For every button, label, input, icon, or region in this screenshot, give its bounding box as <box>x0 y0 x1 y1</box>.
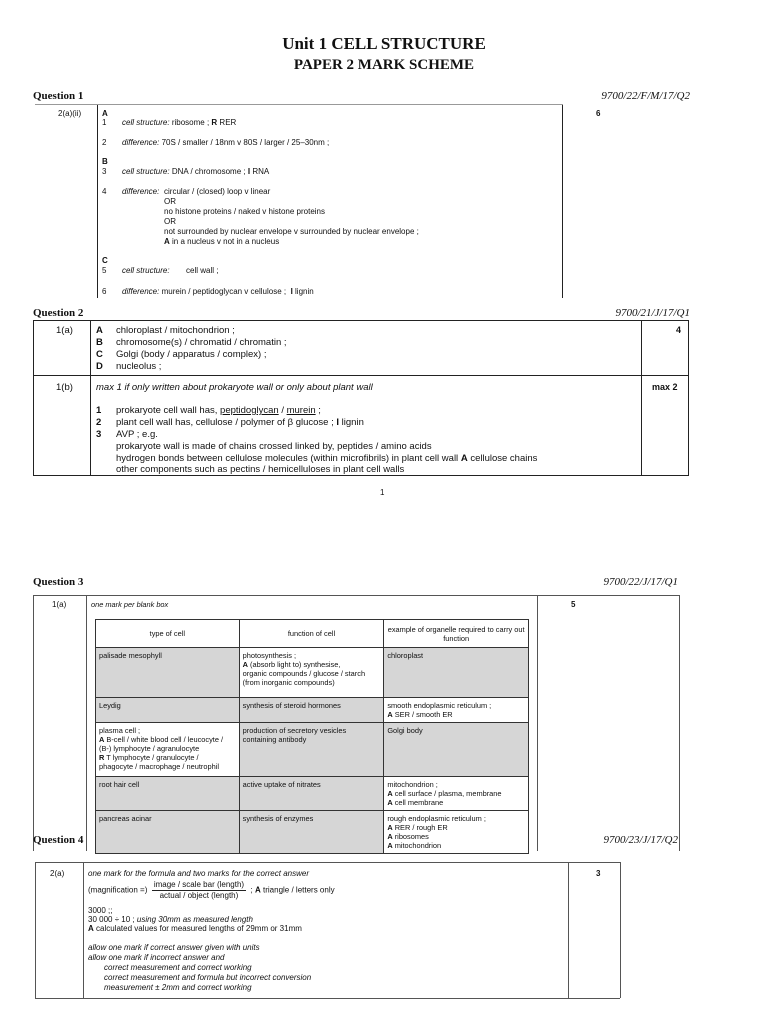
column-header-type: type of cell <box>96 620 240 648</box>
table-cell <box>96 648 240 698</box>
q1-line-2: 2 difference: 70S / smaller / 18nm v 80S / larger / 25–30nm ; <box>102 138 330 147</box>
q1-alt-1: no histone proteins / naked v histone proteins <box>164 207 325 216</box>
page-title: Unit 1 CELL STRUCTURE <box>282 34 486 53</box>
q1-or-1: OR <box>164 197 176 206</box>
cell-line: A cell surface / plasma, membrane <box>387 789 502 798</box>
q2a-marks: 4 <box>676 325 682 335</box>
q1-line-1: 1 cell structure: ribosome ; R RER <box>102 118 237 127</box>
cell-line: A ribosomes <box>387 832 429 841</box>
q4-part: 2(a) <box>50 869 65 878</box>
q2a-part: 1(a) <box>56 325 73 336</box>
question-1-heading: Question 1 <box>33 90 84 102</box>
q2b-line-1: 1 prokaryote cell wall has, peptidoglycan / murein ; <box>96 405 321 416</box>
q1-part: 2(a)(ii) <box>58 109 82 118</box>
q4-answer: 3000 ;; <box>88 906 113 915</box>
q4-working: 30 000 ÷ 10 ; using 30mm as measured length <box>88 915 253 924</box>
question-3-heading: Question 3 <box>33 576 84 588</box>
q1-alt-2: not surrounded by nuclear envelope v surrounded by nuclear envelope ; <box>164 227 419 236</box>
q2a-item-d: D nucleolus ; <box>96 361 162 372</box>
page-subtitle: PAPER 2 MARK SCHEME <box>293 57 475 73</box>
table-cell <box>384 648 529 698</box>
q2b-part: 1(b) <box>56 382 73 393</box>
q2b-line-2: 2 plant cell wall has, cellulose / polymer of β glucose ; I lignin <box>96 417 364 428</box>
page-number: 1 <box>380 488 385 497</box>
question-2-code: 9700/21/J/17/Q1 <box>615 307 690 319</box>
table-row <box>96 777 529 811</box>
cell-line: rough endoplasmic reticulum ; <box>387 814 486 823</box>
q1-line-6: 6 difference: murein / peptidoglycan v cellulose ; I lignin <box>102 287 314 296</box>
q2b-marks: max 2 <box>652 382 678 392</box>
cell-line: Leydig <box>99 701 121 710</box>
q1-section-c: C <box>102 256 108 265</box>
cell-line: smooth endoplasmic reticulum ; <box>387 701 492 710</box>
table-cell <box>384 811 529 854</box>
table-cell <box>384 777 529 811</box>
column-header-function: function of cell <box>239 620 384 648</box>
cell-line: pancreas acinar <box>99 814 152 823</box>
question-2-heading: Question 2 <box>33 307 84 319</box>
q2a-item-b: B chromosome(s) / chromatid / chromatin ; <box>96 337 287 348</box>
q1-or-2: OR <box>164 217 176 226</box>
q3-note: one mark per blank box <box>91 600 169 609</box>
cell-line: active uptake of nitrates <box>242 780 321 789</box>
q1-accept: A in a nucleus v not in a nucleus <box>164 237 280 246</box>
table-cell <box>239 777 384 811</box>
q2a-item-c: C Golgi (body / apparatus / complex) ; <box>96 349 267 360</box>
cell-line: synthesis of enzymes <box>242 814 314 823</box>
q2b-line-6: other components such as pectins / hemicelluloses in plant cell walls <box>116 464 405 475</box>
cell-line: plasma cell ; <box>99 726 141 735</box>
q4-calc: A calculated values for measured lengths of 29mm or 31mm <box>88 924 302 933</box>
table-row <box>96 811 529 854</box>
cell-line: A B-cell / white blood cell / leucocyte / <box>99 735 224 744</box>
table-cell <box>96 777 240 811</box>
q3-marks: 5 <box>571 600 576 609</box>
q2b-line-3: 3 AVP ; e.g. <box>96 429 158 440</box>
cell-line: A mitochondrion <box>387 841 442 850</box>
question-3-code: 9700/22/J/17/Q1 <box>603 576 678 588</box>
table-row <box>96 698 529 723</box>
cell-line: A SER / smooth ER <box>387 710 453 719</box>
q2a-item-a: A chloroplast / mitochondrion ; <box>96 325 235 336</box>
table-cell <box>96 698 240 723</box>
q4-note: one mark for the formula and two marks for the correct answer <box>88 869 309 878</box>
q4-sub-1: correct measurement and correct working <box>104 963 252 972</box>
q2b-line-5: hydrogen bonds between cellulose molecules (within microfibrils) in plant cell wall A cellulose chains <box>116 453 538 464</box>
cell-line: A cell membrane <box>387 798 444 807</box>
cell-line: synthesis of steroid hormones <box>242 701 341 710</box>
table-cell <box>384 698 529 723</box>
table-row <box>96 723 529 777</box>
q4-sub-2: correct measurement and formula but incorrect conversion <box>104 973 312 982</box>
cell-line: Golgi body <box>387 726 423 735</box>
cell-line: organic compounds / glucose / starch <box>242 669 366 678</box>
q1-line-4: 4 difference: <box>102 187 160 196</box>
table-row <box>96 648 529 698</box>
table-cell <box>239 723 384 777</box>
cell-line: phagocyte / macrophage / neutrophil <box>99 762 219 771</box>
q1-line-3: 3 cell structure: DNA / chromosome ; I RNA <box>102 167 270 176</box>
q4-sub-3: measurement ± 2mm and correct working <box>104 983 252 992</box>
q2b-note: max 1 if only written about prokaryote wall or only about plant wall <box>96 382 373 393</box>
question-1-code: 9700/22/F/M/17/Q2 <box>601 90 690 102</box>
cell-line: (from inorganic compounds) <box>242 678 335 687</box>
q1-marks: 6 <box>596 109 601 118</box>
magnification-formula: (magnification =) $\frac{\text{image / scale bar (length)}}{\text{actual / object (length)}}$ ; A triangle / letters only <box>88 880 335 900</box>
table-cell <box>239 648 384 698</box>
table-cell <box>239 811 384 854</box>
q1-section-a: A <box>102 109 108 118</box>
cell-line: (B-) lymphocyte / agranulocyte <box>99 744 200 753</box>
question-4-heading: Question 4 <box>33 834 84 846</box>
q2b-line-4: prokaryote wall is made of chains crossed linked by, peptides / amino acids <box>116 441 432 452</box>
table-cell <box>384 723 529 777</box>
q4-allow-1: allow one mark if correct answer given with units <box>88 943 260 952</box>
cell-function-table <box>95 619 529 854</box>
table-cell <box>96 723 240 777</box>
cell-line: A RER / rough ER <box>387 823 448 832</box>
cell-line: production of secretory vesicles <box>242 726 347 735</box>
cell-line: R T lymphocyte / granulocyte / <box>99 753 199 762</box>
table-cell <box>96 811 240 854</box>
q4-marks: 3 <box>596 869 601 878</box>
cell-line: root hair cell <box>99 780 140 789</box>
q4-allow-2: allow one mark if incorrect answer and <box>88 953 225 962</box>
cell-line: mitochondrion ; <box>387 780 438 789</box>
cell-line: chloroplast <box>387 651 424 660</box>
q1-line-5: 5 cell structure: <box>102 266 170 275</box>
q1-section-b: B <box>102 157 108 166</box>
q3-part: 1(a) <box>52 600 67 609</box>
question-4-code: 9700/23/J/17/Q2 <box>603 834 678 846</box>
q1-line-4-text: circular / (closed) loop v linear <box>164 187 271 196</box>
column-header-organelle: example of organelle required to carry out function <box>384 620 529 648</box>
q1-line-5-text: cell wall ; <box>186 266 219 275</box>
cell-line: palisade mesophyll <box>99 651 162 660</box>
cell-line: photosynthesis ; <box>242 651 297 660</box>
table-cell <box>239 698 384 723</box>
cell-line: containing antibody <box>242 735 307 744</box>
cell-line: A (absorb light to) synthesise, <box>242 660 341 669</box>
